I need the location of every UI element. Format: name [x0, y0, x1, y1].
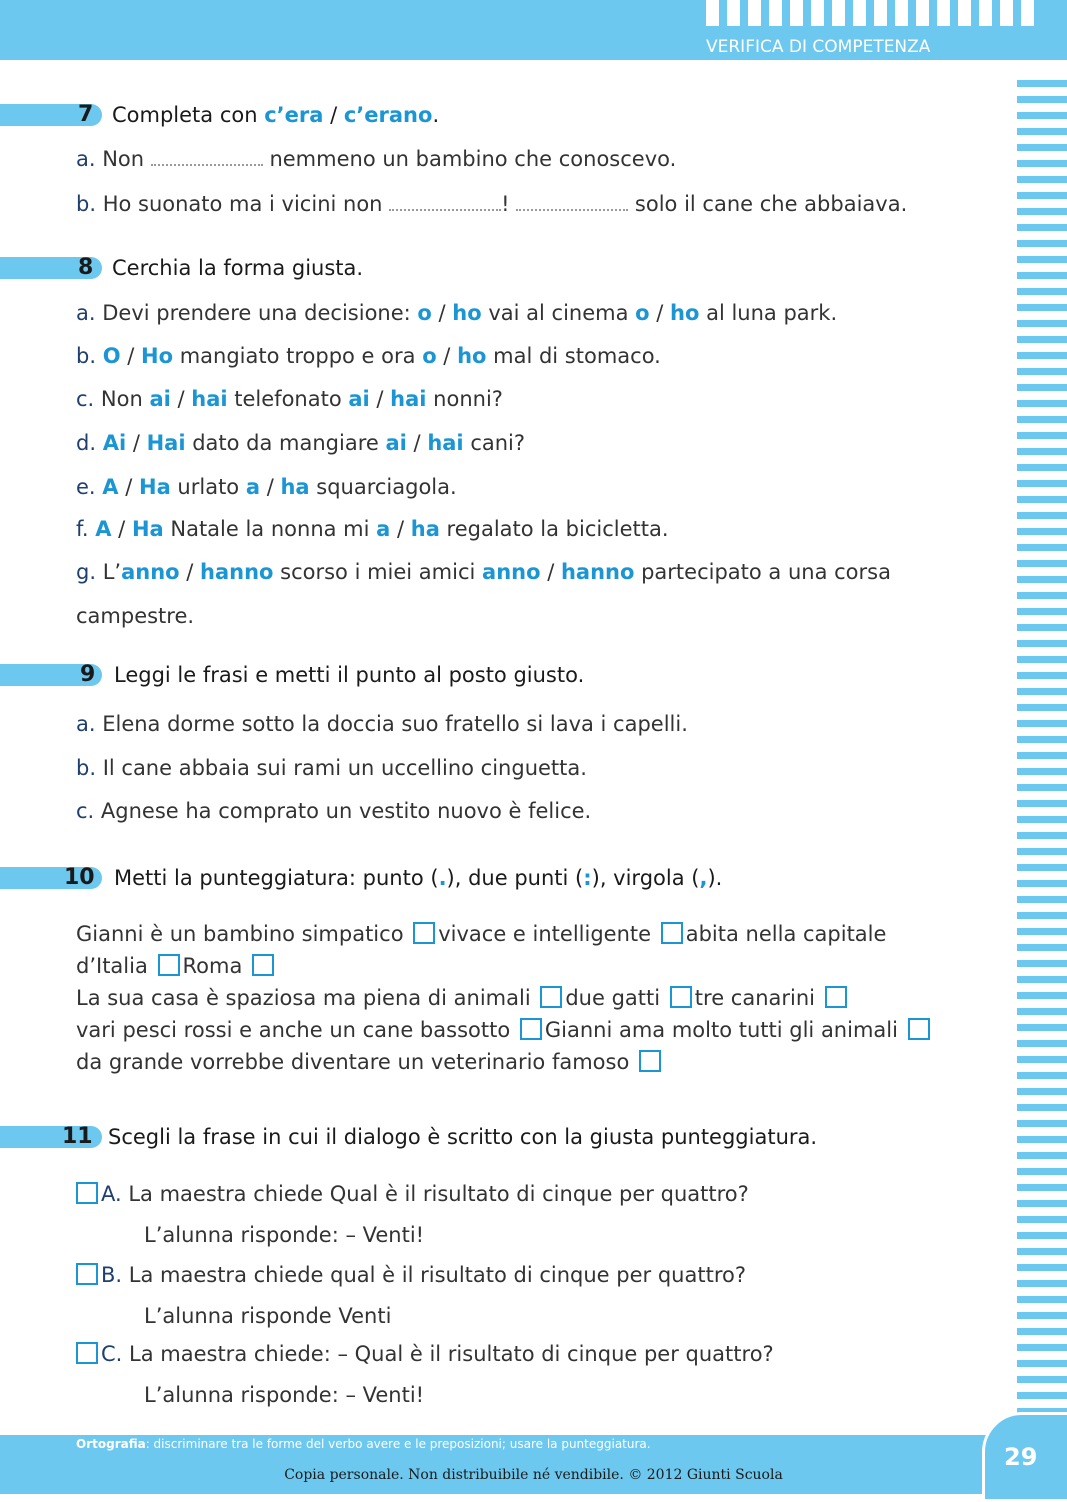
- exercise-8-item-g-cont: campestre.: [76, 604, 195, 628]
- exercise-title: Metti la punteggiatura: punto (.), due punti (:), virgola (,).: [114, 866, 723, 890]
- decorative-stripes-top: [706, 0, 1067, 26]
- blank-field[interactable]: [389, 195, 501, 211]
- exercise-10-paragraph: Gianni è un bambino simpatico vivace e intelligente abita nella capitale d’Italia Roma La sua casa è spaziosa ma piena di animali due gatti tre canarini vari pesci rossi e anche un cane bassotto Gianni ama molto tutti gli animali da grande vorrebbe diventare un veterinario famoso: [76, 918, 1006, 1078]
- punctuation-box[interactable]: [252, 954, 274, 976]
- punctuation-box[interactable]: [670, 986, 692, 1008]
- exercise-8-item-e: e. A / Ha urlato a / ha squarciagola.: [76, 475, 457, 499]
- exercise-number: 8: [78, 255, 94, 280]
- exercise-title: Scegli la frase in cui il dialogo è scritto con la giusta punteggiatura.: [108, 1125, 818, 1149]
- exercise-9-item-b: b. Il cane abbaia sui rami un uccellino cinguetta.: [76, 756, 587, 780]
- punctuation-box[interactable]: [639, 1050, 661, 1072]
- punctuation-box[interactable]: [520, 1018, 542, 1040]
- exercise-9-item-c: c. Agnese ha comprato un vestito nuovo è felice.: [76, 799, 592, 823]
- decorative-stripes-right: [1017, 80, 1067, 1424]
- exercise-11-option-b[interactable]: B. La maestra chiede qual è il risultato di cinque per quattro?: [76, 1260, 746, 1290]
- exercise-7-item-b: b. Ho suonato ma i vicini non ! solo il cane che abbaiava.: [76, 192, 908, 216]
- exercise-number: 10: [64, 865, 95, 890]
- exercise-number: 9: [80, 662, 96, 687]
- punctuation-box[interactable]: [661, 922, 683, 944]
- choice-checkbox[interactable]: [76, 1182, 98, 1204]
- blank-field[interactable]: [516, 195, 628, 211]
- exercise-title: Cerchia la forma giusta.: [112, 256, 364, 280]
- footer-topic: Ortografia: discriminare tra le forme del verbo avere e le preposizioni; usare la punteggiatura.: [76, 1437, 651, 1451]
- exercise-8-item-g: g. L’anno / hanno scorso i miei amici anno / hanno partecipato a una corsa: [76, 560, 891, 584]
- exercise-8-item-c: c. Non ai / hai telefonato ai / hai nonni?: [76, 387, 503, 411]
- exercise-11-option-c[interactable]: C. La maestra chiede: – Qual è il risultato di cinque per quattro?: [76, 1339, 774, 1369]
- exercise-8-item-d: d. Ai / Hai dato da mangiare ai / hai cani?: [76, 431, 526, 455]
- exercise-8-item-b: b. O / Ho mangiato troppo e ora o / ho mal di stomaco.: [76, 344, 661, 368]
- exercise-7-item-a: a. Non nemmeno un bambino che conoscevo.: [76, 147, 677, 171]
- blank-field[interactable]: [151, 150, 263, 166]
- exercise-title: Leggi le frasi e metti il punto al posto giusto.: [114, 663, 585, 687]
- punctuation-box[interactable]: [158, 954, 180, 976]
- copyright-notice: Copia personale. Non distribuibile né vendibile. © 2012 Giunti Scuola: [284, 1467, 783, 1483]
- punctuation-box[interactable]: [540, 986, 562, 1008]
- exercise-11-option-b-line2: L’alunna risponde Venti: [144, 1304, 392, 1328]
- exercise-11-option-c-line2: L’alunna risponde: – Venti!: [144, 1383, 425, 1407]
- exercise-11-option-a[interactable]: A. La maestra chiede Qual è il risultato di cinque per quattro?: [76, 1179, 749, 1209]
- section-label: VERIFICA DI COMPETENZA: [706, 37, 931, 57]
- punctuation-box[interactable]: [413, 922, 435, 944]
- exercise-number: 7: [78, 102, 94, 127]
- exercise-number: 11: [62, 1124, 93, 1149]
- exercise-title: Completa con c’era / c’erano.: [112, 103, 440, 127]
- punctuation-box[interactable]: [908, 1018, 930, 1040]
- exercise-11-option-a-line2: L’alunna risponde: – Venti!: [144, 1223, 425, 1247]
- exercise-8-item-f: f. A / Ha Natale la nonna mi a / ha regalato la bicicletta.: [76, 517, 669, 541]
- page-number: 29: [1004, 1443, 1038, 1471]
- choice-checkbox[interactable]: [76, 1342, 98, 1364]
- choice-checkbox[interactable]: [76, 1263, 98, 1285]
- exercise-9-item-a: a. Elena dorme sotto la doccia suo fratello si lava i capelli.: [76, 712, 688, 736]
- punctuation-box[interactable]: [825, 986, 847, 1008]
- exercise-8-item-a: a. Devi prendere una decisione: o / ho vai al cinema o / ho al luna park.: [76, 301, 838, 325]
